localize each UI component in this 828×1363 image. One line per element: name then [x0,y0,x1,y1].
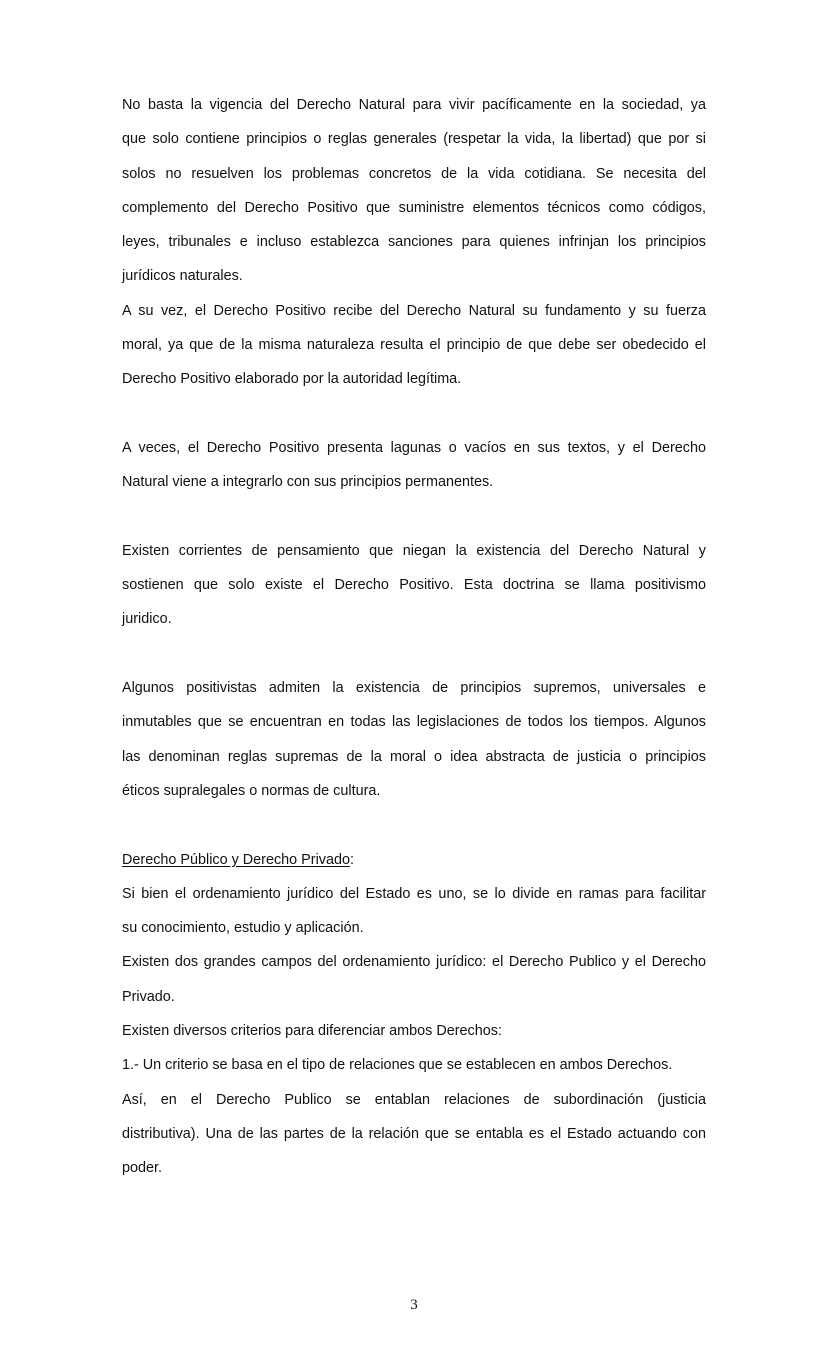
text-line: complemento del Derecho Positivo que suministre elementos técnicos como códigos, [122,199,706,216]
text-line: éticos supralegales o normas de cultura. [122,782,381,799]
paragraph-fundamento [122,294,706,397]
text-line: poder. [122,1160,163,1177]
page-number: 3 [410,1297,418,1313]
paragraph-subordinacion [122,1083,706,1186]
text-line: solos no resuelven los problemas concretos de la vida cotidiana. Se necesita del [122,165,706,182]
paragraph-derecho-natural [122,88,706,294]
paragraph-spacer [122,397,706,431]
paragraph-criterio-1 [122,1048,706,1082]
text-line: Si bien el ordenamiento jurídico del Estado es uno, se lo divide en ramas para facilitar [122,885,706,902]
paragraph-lagunas [122,431,706,500]
text-line: No basta la vigencia del Derecho Natural para vivir pacíficamente en la sociedad, ya [122,97,706,113]
text-line: leyes, tribunales e incluso establezca sanciones para quienes infrinjan los principios [122,234,706,251]
text-line: Derecho Positivo elaborado por la autoridad legítima. [122,371,462,388]
text-line: Privado. [122,988,175,1005]
text-line: las denominan reglas supremas de la moral o idea abstracta de justicia o principios [122,748,706,765]
text-line: jurídicos naturales. [122,268,243,285]
text-line: sostienen que solo existe el Derecho Positivo. Esta doctrina se llama positivismo [122,577,706,594]
paragraph-spacer [122,808,706,842]
paragraph-dos-campos [122,945,706,1014]
text-line: Algunos positivistas admiten la existencia de principios supremos, universales e [122,680,706,697]
section-heading: Derecho Público y Derecho Privado [122,851,350,868]
text-line: Existen corrientes de pensamiento que niegan la existencia del Derecho Natural y [122,542,706,559]
section-heading-colon: : [349,851,354,868]
document-page [122,88,706,1186]
section-heading-line [122,843,706,877]
paragraph-criterios [122,1014,706,1048]
paragraph-ramas [122,877,706,946]
paragraph-spacer [122,500,706,534]
text-line: que solo contiene principios o reglas generales (respetar la vida, la libertad) que por si [122,131,706,148]
text-line: distributiva). Una de las partes de la relación que se entabla es el Estado actuando con [122,1125,706,1142]
paragraph-positivismo [122,534,706,637]
text-line: Así, en el Derecho Publico se entablan relaciones de subordinación (justicia [122,1091,706,1108]
text-line: Natural viene a integrarlo con sus principios permanentes. [122,474,494,491]
text-line: 1.- Un criterio se basa en el tipo de relaciones que se establecen en ambos Derechos. [122,1057,673,1074]
text-line: su conocimiento, estudio y aplicación. [122,920,364,937]
text-line: A veces, el Derecho Positivo presenta lagunas o vacíos en sus textos, y el Derecho [122,439,706,456]
text-line: Existen diversos criterios para diferenciar ambos Derechos: [122,1023,502,1040]
text-line: A su vez, el Derecho Positivo recibe del Derecho Natural su fundamento y su fuerza [122,302,706,319]
paragraph-principios-supremos [122,671,706,808]
text-line: Existen dos grandes campos del ordenamiento jurídico: el Derecho Publico y el Derecho [122,954,706,971]
paragraph-spacer [122,637,706,671]
text-line: moral, ya que de la misma naturaleza resulta el principio de que debe ser obedecido el [122,337,706,354]
text-line: inmutables que se encuentran en todas las legislaciones de todos los tiempos. Algunos [122,714,706,731]
text-line: juridico. [122,611,172,628]
